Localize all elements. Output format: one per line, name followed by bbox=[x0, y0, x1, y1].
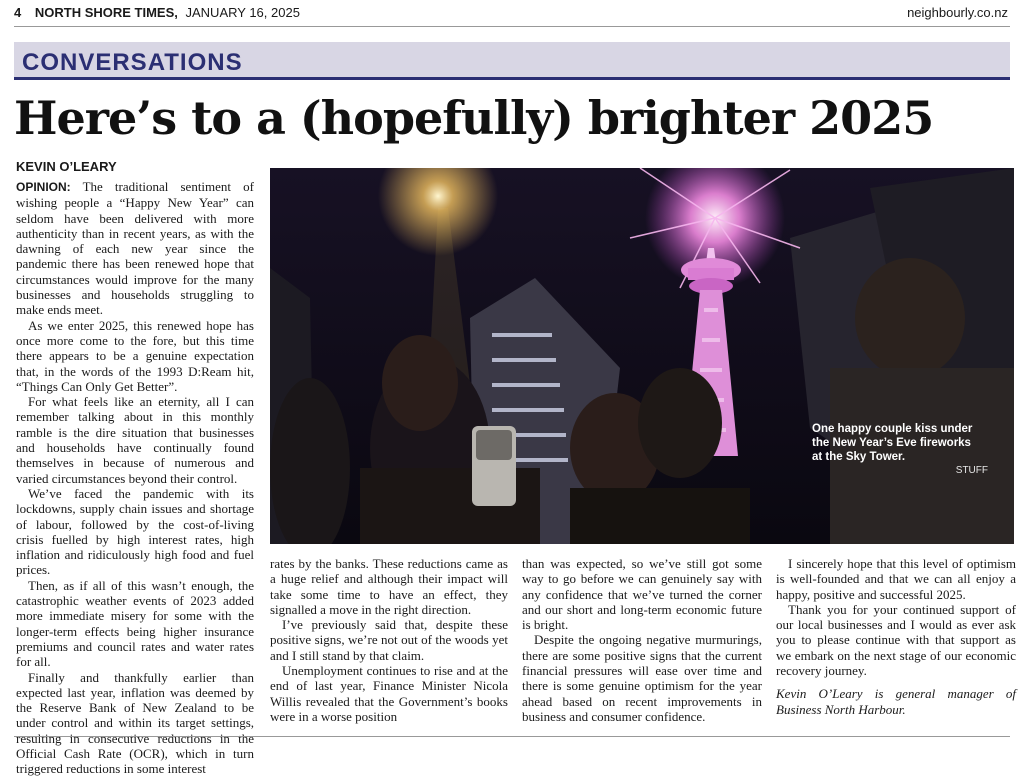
publication-name: NORTH SHORE TIMES, bbox=[34, 5, 178, 20]
paragraph: Finally and thankfully earlier than expected last year, inflation was deemed by the Reserve Bank of New Zealand to be under control and within its target settings, resulting in consecutive reductions in the Official Cash Rate (OCR), which in turn triggered reductions in some interest bbox=[16, 669, 254, 777]
issue-date: JANUARY 16, 2025 bbox=[185, 5, 300, 20]
photo-credit: STUFF bbox=[955, 465, 988, 476]
article-column-2 bbox=[270, 556, 508, 724]
article-headline: Here’s to a (hopefully) brighter 2025 bbox=[14, 91, 934, 145]
bottom-divider bbox=[14, 736, 1010, 737]
article-column-1 bbox=[16, 179, 254, 777]
byline: KEVIN O’LEARY bbox=[16, 159, 117, 174]
paragraph: For what feels like an eternity, all I can remember talking about in this monthly ramble is the dire situation that businesses and households have continually found themselves in because of numerous and varied circumstances beyond their control. bbox=[16, 394, 254, 486]
paragraph: As we enter 2025, this renewed hope has once more come to the fore, but this time there appears to be a genuine expectation that, in the words of the 1993 D:Ream hit, “Things Can Only Get Better”. bbox=[16, 317, 254, 394]
article-column-4 bbox=[776, 556, 1016, 717]
page-number: 4 bbox=[14, 5, 22, 20]
photo-caption: One happy couple kiss under the New Year’s Eve fireworks at the Sky Tower. bbox=[812, 423, 973, 463]
paragraph: rates by the banks. These reductions came as a huge relief and although their impact will take some time to have an effect, they signalled a move in the right direction. bbox=[270, 556, 508, 617]
paragraph: Thank you for your continued support of our local businesses and I would as ever ask you to please continue with that support as we embark on the next stage of our economic recovery journey. bbox=[776, 601, 1016, 679]
paragraph: Then, as if all of this wasn’t enough, the catastrophic weather events of 2023 added more immediate misery for some with the longer-term effects being higher insurance premiums and council rates and water rates for all. bbox=[16, 577, 254, 670]
article-column-3 bbox=[522, 556, 762, 724]
paragraph: OPINION: The traditional sentiment of wishing people a “Happy New Year” can seldom have been delivered with more authenticity than in recent years, as with the dawning of each new year since the pandemic there has been renewed hope that circumstances would improve for the many businesses and households struggling to make ends meet. bbox=[16, 179, 255, 318]
paragraph: Despite the ongoing negative murmurings, there are some positive signs that the current financial pressures will ease over time and there is some genuine optimism for the year ahead based on recent improvements in business and consumer confidence. bbox=[522, 632, 762, 724]
paragraph: I sincerely hope that this level of optimism is well-founded and that we can all enjoy a happy, positive and successful 2025. bbox=[776, 556, 1016, 602]
paragraph: I’ve previously said that, despite these positive signs, we’re not out of the woods yet and I still stand by that claim. bbox=[270, 617, 508, 663]
article-photo bbox=[270, 168, 1014, 544]
website-url[interactable]: neighbourly.co.nz bbox=[907, 5, 1008, 20]
new-years-eve-photo bbox=[270, 168, 1014, 544]
folio bbox=[14, 5, 300, 20]
section-label: CONVERSATIONS bbox=[22, 49, 243, 76]
section-bar bbox=[14, 42, 1010, 80]
paragraph: than was expected, so we’ve still got some way to go before we can genuinely say with any confidence that we’ve turned the corner and our short and long-term economic future is bright. bbox=[522, 556, 762, 633]
paragraph: We’ve faced the pandemic with its lockdowns, supply chain issues and shortage of labour, followed by the cost-of-living crisis fuelled by high interest rates, high inflation and ridiculously high food and fuel prices. bbox=[16, 485, 254, 578]
top-divider bbox=[14, 26, 1010, 27]
author-signoff: Kevin O’Leary is general manager of Business North Harbour. bbox=[776, 686, 1016, 717]
opinion-label: OPINION: bbox=[16, 180, 71, 194]
paragraph: Unemployment continues to rise and at the end of last year, Finance Minister Nicola Willis revealed that the Government’s books were in a worse position bbox=[270, 663, 508, 724]
